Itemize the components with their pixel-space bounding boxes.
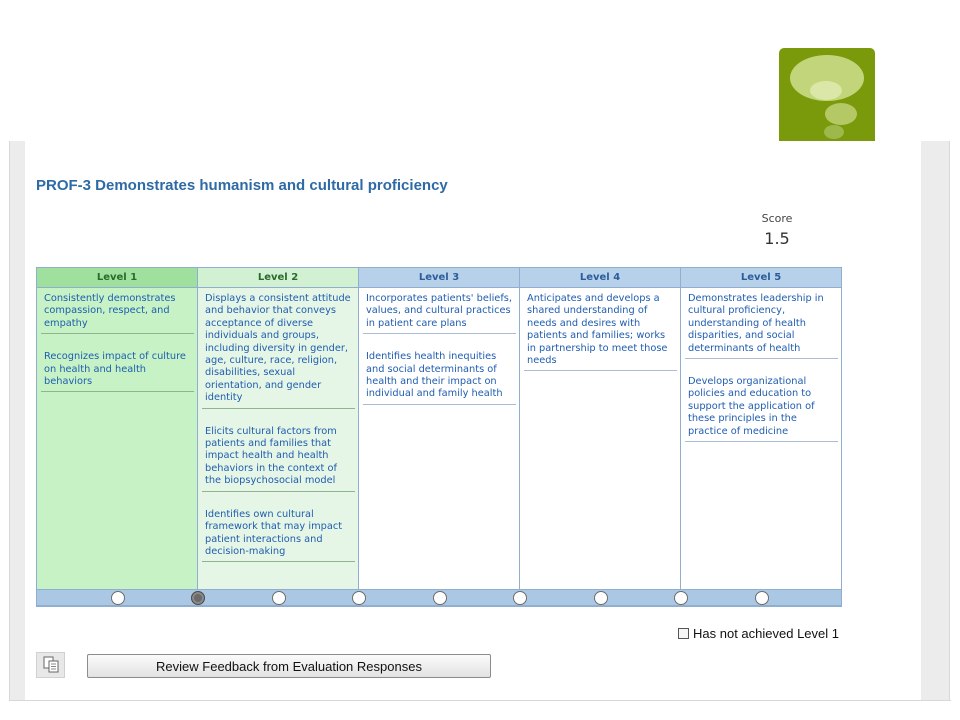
milestone-item: Demonstrates leadership in cultural proficiency, understanding of health disparities, and social determinants of health	[685, 291, 838, 359]
milestone-item: Elicits cultural factors from patients and families that impact health and health behaviors in the context of the biopsychosocial model	[202, 424, 355, 492]
milestone-item: Anticipates and develops a shared understanding of needs and desires with patients and families; works in partnership to meet those needs	[524, 291, 677, 371]
level-2-column	[198, 268, 359, 606]
milestone-grid	[36, 267, 842, 607]
score-radio[interactable]	[513, 591, 527, 605]
milestone-item: Incorporates patients' beliefs, values, and cultural practices in patient care plans	[363, 291, 516, 334]
not-achieved-option[interactable]	[678, 626, 839, 641]
level-1-header: Level 1	[37, 268, 197, 288]
milestone-item: Develops organizational policies and education to support the application of these principles in the practice of medicine	[685, 374, 838, 442]
bottom-panel-border	[9, 700, 951, 701]
level-3-column	[359, 268, 520, 606]
milestone-item: Consistently demonstrates compassion, respect, and empathy	[41, 291, 194, 334]
score-value: 1.5	[764, 229, 790, 248]
review-feedback-button[interactable]: Review Feedback from Evaluation Responses	[87, 654, 491, 678]
level-4-column	[520, 268, 681, 606]
milestone-item: Identifies own cultural framework that may impact patient interactions and decision-making	[202, 507, 355, 563]
score-label: Score	[761, 212, 793, 225]
speech-bubbles-icon	[790, 55, 864, 101]
milestone-item: Recognizes impact of culture on health and health behaviors	[41, 349, 194, 392]
milestone-item: Displays a consistent attitude and behavior that conveys acceptance of diverse individuals and groups, including diversity in gender, age, culture, race, religion, disabilities, sexual orientation, and gender identity	[202, 291, 355, 409]
level-2-header: Level 2	[198, 268, 358, 288]
score-radio[interactable]	[433, 591, 447, 605]
level-3-header: Level 3	[359, 268, 519, 288]
level-5-column	[681, 268, 841, 606]
score-radio[interactable]	[272, 591, 286, 605]
logo	[779, 48, 875, 141]
score-radio[interactable]	[674, 591, 688, 605]
level-4-header: Level 4	[520, 268, 680, 288]
score-radio[interactable]	[111, 591, 125, 605]
score-radio[interactable]	[755, 591, 769, 605]
score-radio[interactable]	[191, 591, 205, 605]
level-1-column	[37, 268, 198, 606]
score-radio[interactable]	[352, 591, 366, 605]
not-achieved-checkbox[interactable]	[678, 628, 689, 639]
copy-icon	[42, 656, 60, 674]
milestone-item: Identifies health inequities and social determinants of health and their impact on individual and family health	[363, 349, 516, 405]
left-panel-border	[9, 141, 25, 701]
not-achieved-label: Has not achieved Level 1	[693, 626, 839, 641]
page-title: PROF-3 Demonstrates humanism and cultural proficiency	[36, 177, 448, 194]
right-panel-border	[921, 141, 950, 701]
level-5-header: Level 5	[681, 268, 841, 288]
score-radio[interactable]	[594, 591, 608, 605]
copy-button[interactable]	[36, 652, 65, 678]
